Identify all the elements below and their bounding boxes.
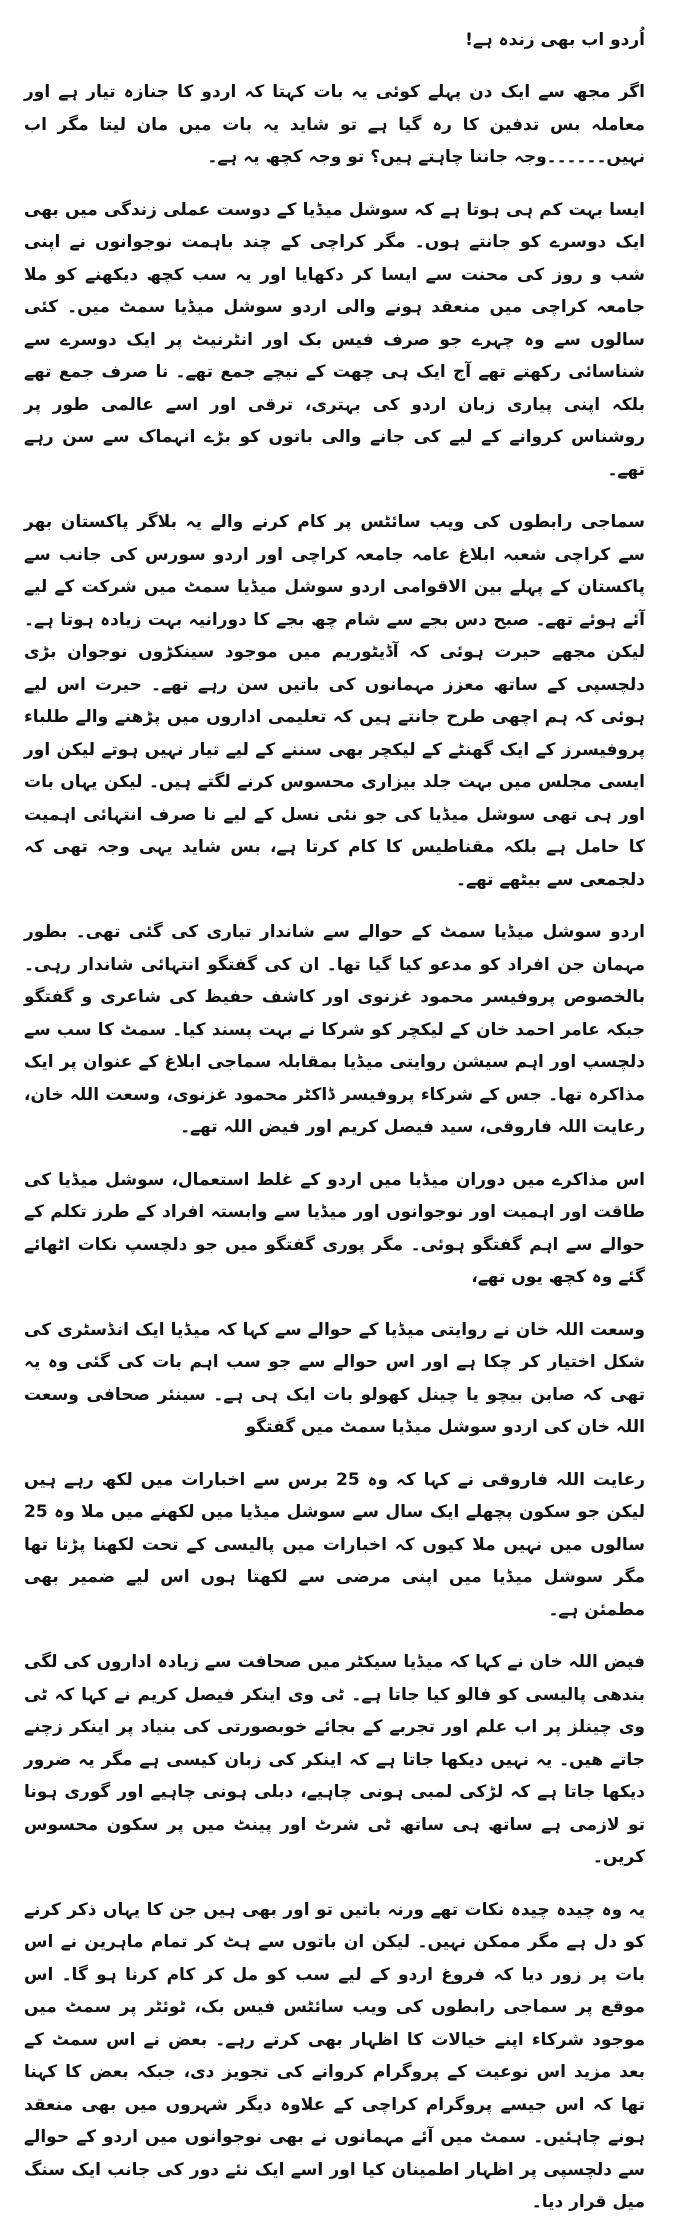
- article-paragraph: اگر مجھ سے ایک دن پہلے کوئی یہ بات کہتا کہ اردو کا جنازہ تیار ہے اور معاملہ بس تدفین کا رہ گیا ہے تو شاید یہ بات میں مان لیتا مگر اب نہیں۔۔۔۔۔۔وجہ جاننا چاہتے ہیں؟ تو وجہ کچھ یہ ہے۔: [24, 82, 645, 167]
- article-paragraph: اس مذاکرے میں دوران میڈیا میں اردو کے غلط استعمال، سوشل میڈیا کی طاقت اور اہمیت اور نوجوانوں اور میڈیا سے وابستہ افراد کے طرز تکلم کے حوالے سے اہم گفتگو ہوئی۔ مگر پوری گفتگو میں جو دلچسپ نکات اٹھائے گئے وہ کچھ یوں تھے،: [24, 1169, 645, 1287]
- article-title: اُردو اب بھی زندہ ہے!: [465, 30, 645, 50]
- article-paragraph: سماجی رابطوں کی ویب سائٹس پر کام کرنے والے یہ بلاگر پاکستان بھر سے کراچی شعبہ ابلاغ عامہ جامعہ کراچی اور اردو سورس کی جانب سے پاکستان کے پہلے بین الاقوامی اردو سوشل میڈیا سمٹ میں شرکت کے لیے آئے ہوئے تھے۔ صبح دس بجے سے شام چھ بجے کا دورانیہ بہت زیادہ ہوتا ہے۔ لیکن مجھے حیرت ہوئی کہ آڈیٹوریم میں موجود سینکڑوں نوجوان بڑی دلچسپی کے ساتھ معزز مہمانوں کی باتیں سن رہے تھے۔ حیرت اس لیے ہوئی کہ ہم اچھی طرح جانتے ہیں کہ تعلیمی اداروں میں پڑھنے والے طلباء پروفیسرز کے ایک گھنٹے کے لیکچر بھی سننے کے لیے تیار نہیں ہوتے لیکن اور ایسی مجلس میں بہت جلد بیزاری محسوس کرنے لگتے ہیں۔ لیکن یہاں بات اور ہی تھی سوشل میڈیا کی جو نئی نسل کے لیے نا صرف انتہائی اہمیت کا حامل ہے بلکہ مقناطیس کا کام کرتا ہے، بس شاید یہی وجہ تھی کہ دلجمعی سے بیٹھے تھے۔: [24, 512, 645, 890]
- article-paragraph: وسعت اللہ خان نے روایتی میڈیا کے حوالے سے کہا کہ میڈیا ایک انڈسٹری کی شکل اختیار کر چکا ہے اور اس حوالے سے جو سب اہم بات کی گئی وہ یہ تھی کہ صابن بیچو یا چینل کھولو بات ایک ہی ہے۔ سینئر صحافی وسعت اللہ خان کی اردو سوشل میڈیا سمٹ میں گفتگو: [24, 1319, 645, 1437]
- article-paragraph: یہ وہ چیدہ چیدہ نکات تھے ورنہ باتیں تو اور بھی ہیں جن کا یہاں ذکر کرنے کو دل ہے مگر ممکن نہیں۔ لیکن ان باتوں سے ہٹ کر تمام ماہرین نے اس بات پر زور دیا کہ فروغ اردو کے لیے سب کو مل کر کام کرنا ہو گا۔ اس موقع پر سماجی رابطوں کی ویب سائٹس فیس بک، ٹوئٹر پر سمٹ میں موجود شرکاء اپنے خیالات کا اظہار بھی کرتے رہے۔ بعض نے اس سمٹ کے بعد مزید اس نوعیت کے پروگرام کروانے کی تجویز دی، جبکہ بعض کا کہنا تھا کہ اس جیسے پروگرام کراچی کے علاوہ دیگر شہروں میں بھی منعقد ہونے چاہئیں۔ سمٹ میں آئے مہمانوں نے بھی نوجوانوں میں اردو کے حوالے سے دلچسپی پر اظہار اطمینان کیا اور اسے ایک نئے دور کی جانب ایک سنگ میل قرار دیا۔: [24, 1899, 645, 2212]
- article-paragraph: رعایت اللہ فاروقی نے کہا کہ وہ 25 برس سے اخبارات میں لکھ رہے ہیں لیکن جو سکون پچھلے ایک سال سے سوشل میڈیا میں لکھنے میں ملا وہ 25 سالوں میں نہیں ملا کیوں کہ اخبارات میں پالیسی کے تحت لکھنا پڑتا تھا مگر سوشل میڈیا میں اپنی مرضی سے لکھتا ہوں اس لیے ضمیر بھی مطمئن ہے۔: [24, 1469, 645, 1620]
- article-paragraph: اردو سوشل میڈیا سمٹ کے حوالے سے شاندار تیاری کی گئی تھی۔ بطور مہمان جن افراد کو مدعو کیا گیا تھا۔ ان کی گفتگو انتہائی شاندار رہی۔ بالخصوص پروفیسر محمود غزنوی اور کاشف حفیظ کی شاعری و گفتگو جبکہ عامر احمد خان کے لیکچر کو شرکا نے بہت پسند کیا۔ سمٹ کا سب سے دلچسپ اور اہم سیشن روایتی میڈیا بمقابلہ سماجی ابلاغ کے عنوان پر ایک مذاکرہ تھا۔ جس کے شرکاء پروفیسر ڈاکٹر محمود غزنوی، وسعت اللہ خان، رعایت اللہ فاروقی، سید فیصل کریم اور فیض اللہ تھے۔: [24, 922, 645, 1137]
- article-paragraph: فیض اللہ خان نے کہا کہ میڈیا سیکٹر میں صحافت سے زیادہ اداروں کی لگی بندھی پالیسی کو فالو کیا جاتا ہے۔ ٹی وی اینکر فیصل کریم نے کہا کہ ٹی وی چینلز پر اب علم اور تجربے کے بجائے خوبصورتی کی بنیاد پر اینکر زچنے جاتے ھیں۔ یہ نہیں دیکھا جاتا ہے کہ اینکر کی زبان کیسی ہے مگر یہ ضرور دیکھا جاتا ہے کہ لڑکی لمبی ہونی چاہیے، دبلی ہونی چاہیے اور گوری ہونا تو لازمی ہے ساتھ ہی ساتھ ٹی شرٹ اور پینٹ میں پر سکون محسوس کریں۔: [24, 1652, 645, 1867]
- article-paragraph: ایسا بہت کم ہی ہوتا ہے کہ سوشل میڈیا کے دوست عملی زندگی میں بھی ایک دوسرے کو جانتے ہوں۔ مگر کراچی کے چند باہمت نوجوانوں نے اپنی شب و روز کی محنت سے ایسا کر دکھایا اور یہ سب کچھ دیکھنے کو ملا جامعہ کراچی میں منعقد ہونے والی اردو سوشل میڈیا سمٹ میں۔ کئی سالوں سے وہ چہرے جو صرف فیس بک اور انٹرنیٹ پر ایک دوسرے سے شناسائی رکھتے تھے آج ایک ہی چھت کے نیچے جمع تھے۔ نا صرف جمع تھے بلکہ اپنی پیاری زبان اردو کی بہتری، ترقی اور اسے عالمی طور پر روشناس کروانے کے لیے کی جانے والی باتوں کو بڑے انہماک سے سن رہے تھے۔: [24, 199, 645, 480]
